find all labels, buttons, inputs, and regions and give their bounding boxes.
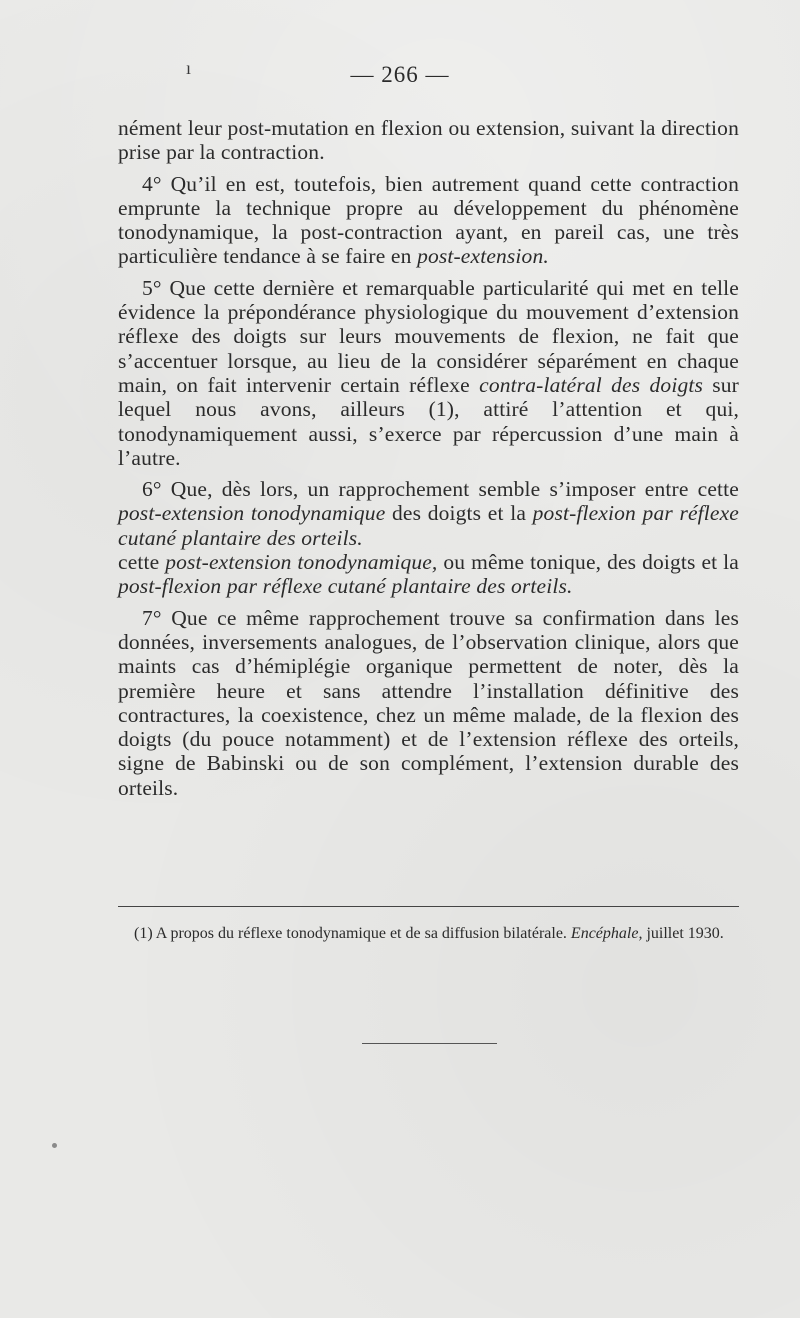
paragraph-6-text-b: des doigts et la (392, 501, 527, 526)
paragraph-6-repeat-text-a: cette (118, 550, 160, 575)
footnote (118, 924, 739, 944)
footnote-text: (1) A propos du réflexe tonodynamique et de sa diffusion bilatérale. (134, 925, 567, 942)
paragraph-5 (118, 276, 739, 470)
paragraph-6-text-a: 6° Que, dès lors, un rapprochement semble s’imposer entre cette (142, 477, 739, 502)
paragraph-4-text: 4° Qu’il en est, toutefois, bien autrement quand cette contraction emprunte la technique propre au développement du phénomène tonodynamique, la post-contraction ayant, en pareil cas, une très particulière tendance à se faire en (118, 171, 739, 269)
paper-speck (52, 1143, 57, 1148)
paragraph-6-repeat-text-b: ou même tonique, des doigts et la (443, 550, 739, 575)
paragraph-7-text: 7° Que ce même rapprochement trouve sa confirmation dans les données, inversements analogues, de l’observation clinique, alors que maints cas d’hémiplégie organique permettent de noter, dès la première heure et sans attendre l’installation définitive des contractures, la coexistence, chez un même malade, de la flexion des doigts (du pouce notamment) et de l’extension réflexe des orteils, signe de Babinski ou de son complément, l’extension durable des orteils. (118, 605, 739, 800)
paragraph-1 (118, 116, 739, 165)
paragraph-7 (118, 606, 739, 800)
paragraph-6-repeat (118, 550, 739, 599)
paragraph-4 (118, 172, 739, 269)
paragraph-6-italic-2: post-flexion par réflexe cutané plantaire des orteils. (118, 501, 739, 550)
footnote-line (118, 924, 739, 944)
paragraph-6-repeat-italic-2: post-flexion par réflexe cutané plantaire des orteils. (118, 574, 573, 599)
body-text (118, 116, 739, 800)
page-number-header: — 266 — (350, 62, 450, 87)
paragraph-6-italic-1: post-extension tonodynamique (118, 501, 386, 526)
footnote-journal: Encéphale, (570, 925, 643, 942)
paragraph-1-text: nément leur post-mutation en flexion ou extension, suivant la direction prise par la contraction. (118, 116, 739, 165)
paragraph-5-text-a: 5° Que cette dernière et remarquable particularité qui met en telle évidence la prépondérance physiologique du mouvement d’extension réflexe des doigts sur leurs mouvements de flexion, ne fait que s’accentuer lorsque, au lieu de la considérer séparément en chaque main, on fait intervenir certain réflexe (118, 275, 739, 397)
paragraph-5-text-b: sur lequel nous avons, ailleurs (1), attiré l’attention et qui, tonodynamiquement aussi, s’exerce par répercussion d’une main à l’autre. (118, 372, 739, 470)
paragraph-4-italic: post-extension. (417, 244, 549, 269)
corner-mark: ı (186, 58, 192, 78)
paragraph-6 (118, 477, 739, 550)
footnote-divider (118, 906, 739, 907)
footnote-date: juillet 1930. (646, 925, 724, 942)
paragraph-6-repeat-italic-1: post-extension tonodynamique, (165, 550, 438, 575)
end-rule (362, 1043, 497, 1044)
paragraph-5-italic: contra-latéral des doigts (479, 372, 703, 397)
